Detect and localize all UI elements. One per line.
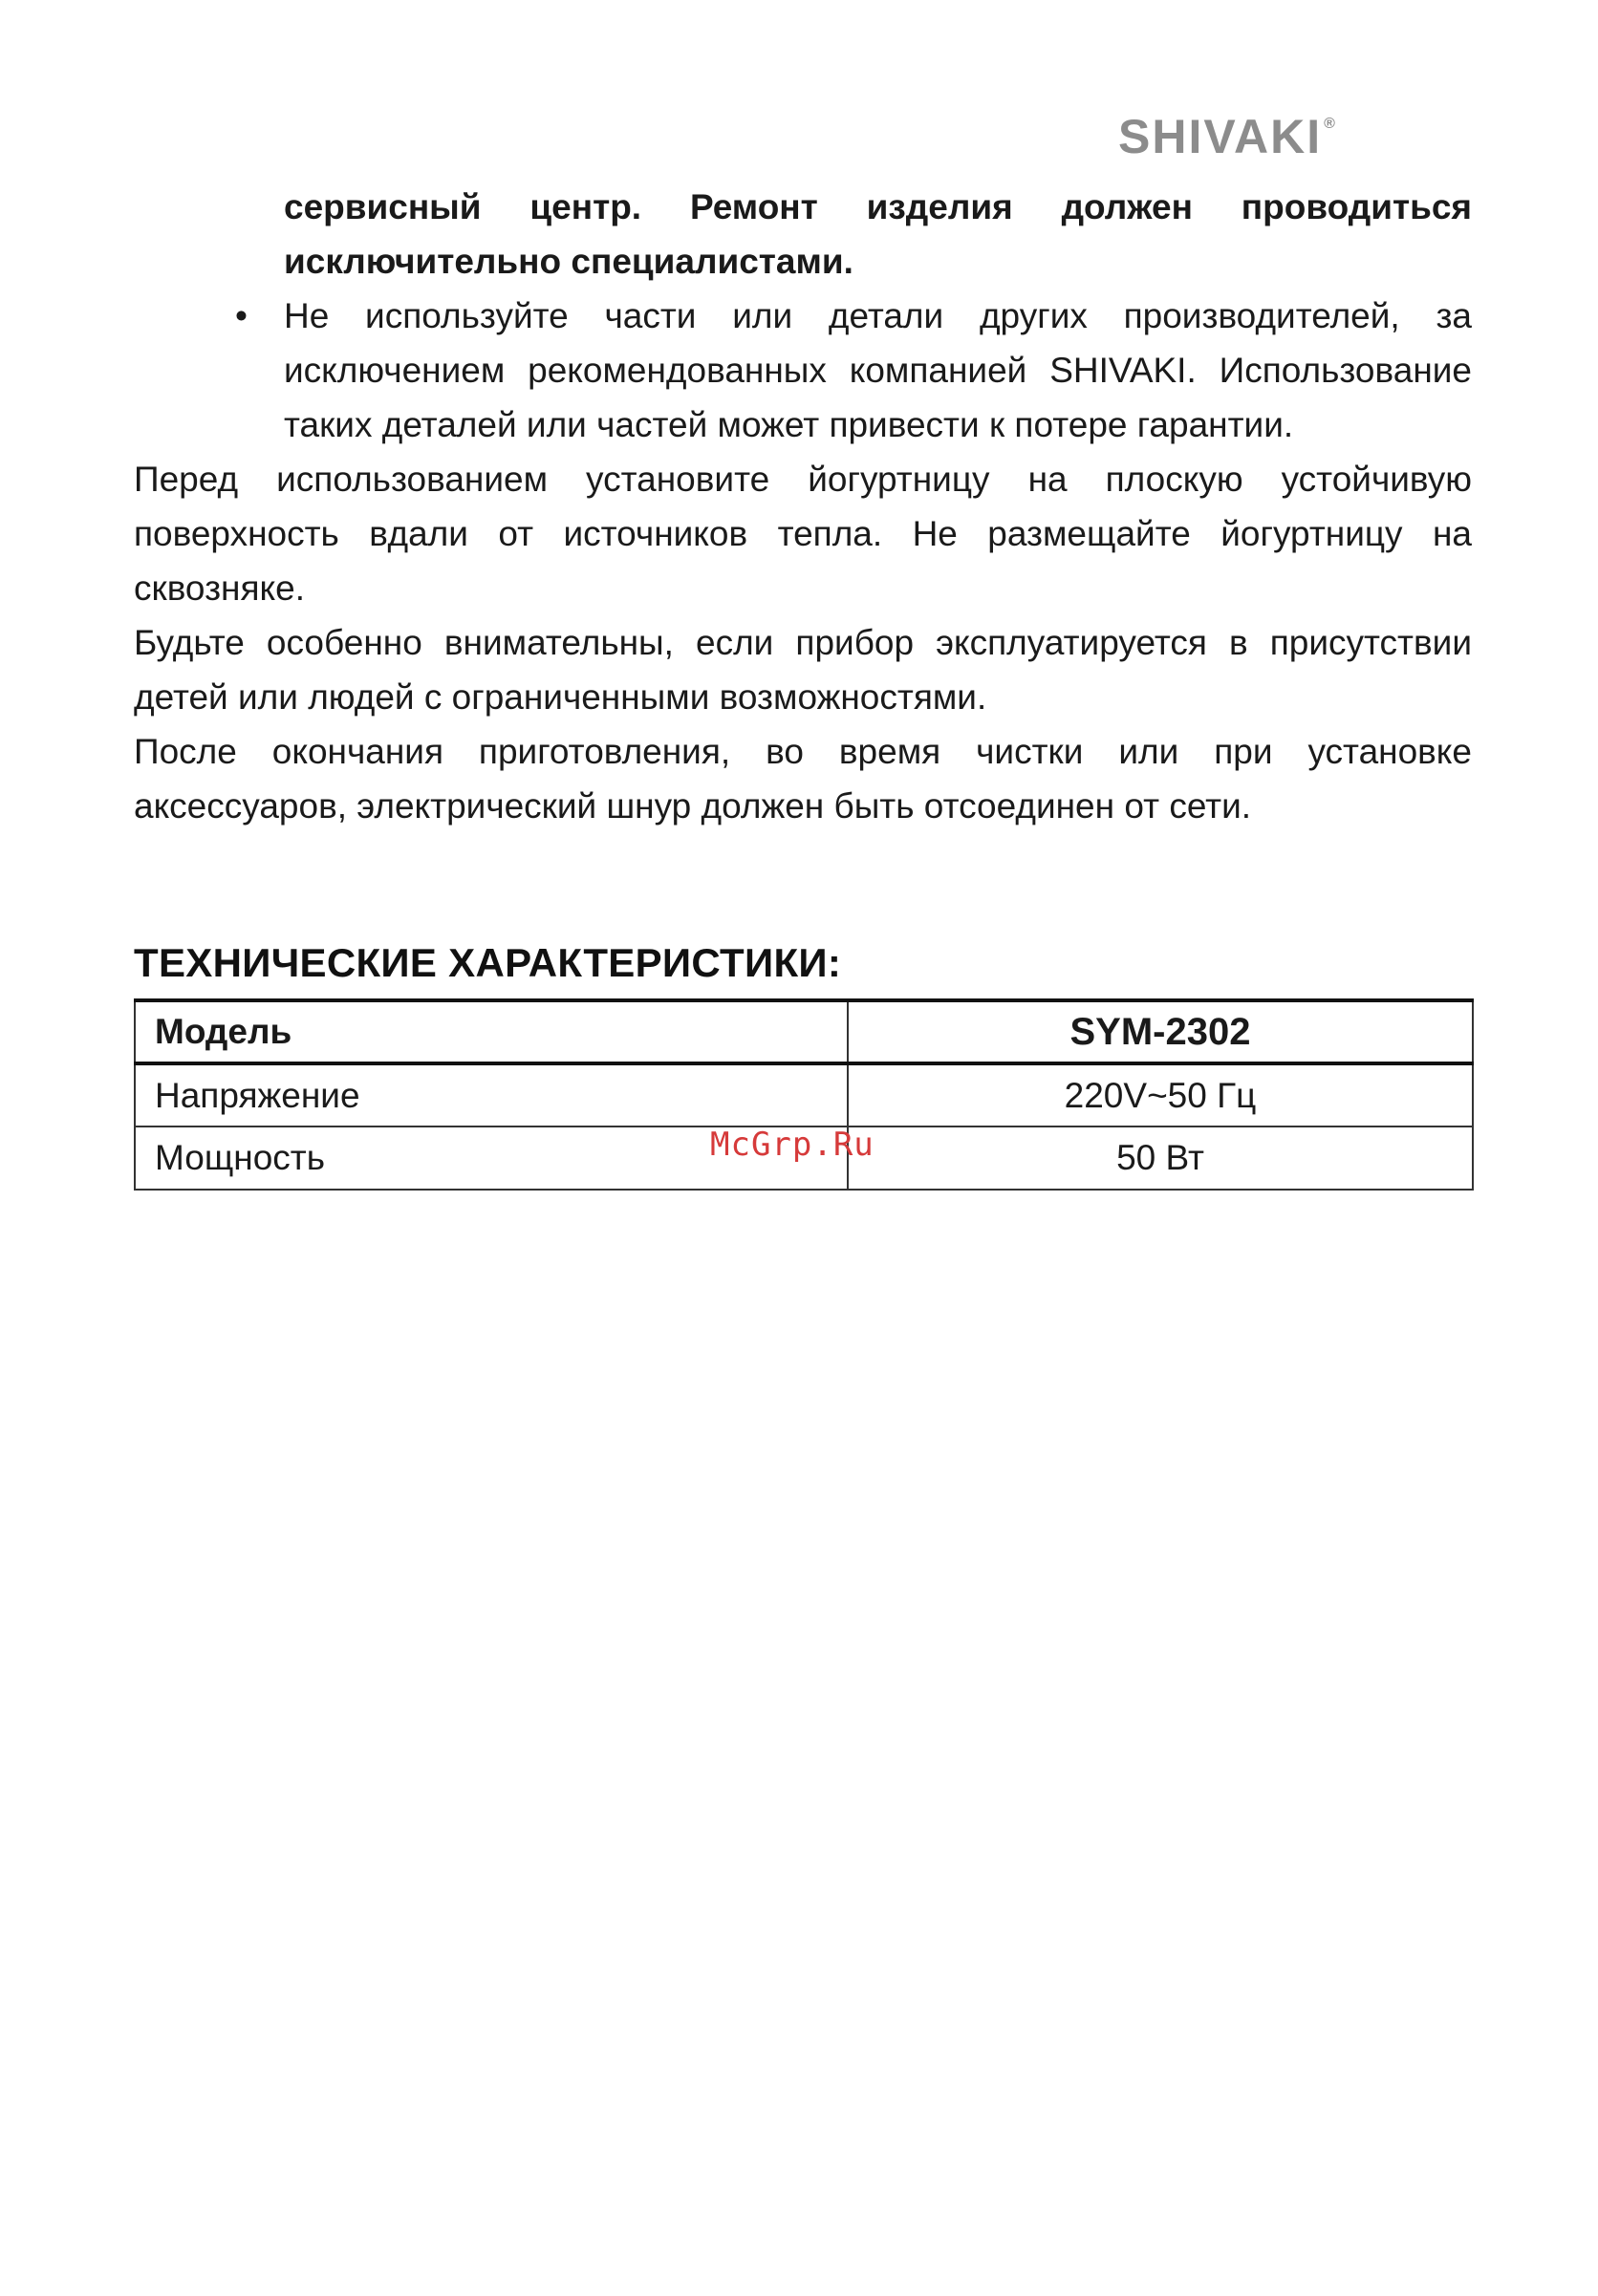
bullet-icon: • xyxy=(235,296,248,335)
table-row xyxy=(135,1000,1473,1063)
specs-heading: ТЕХНИЧЕСКИЕ ХАРАКТЕРИСТИКИ: xyxy=(134,940,842,985)
brand-logo xyxy=(1118,110,1337,163)
watermark: McGrp.Ru xyxy=(710,1126,875,1164)
warning-bullet xyxy=(235,289,1472,452)
warning-continuation: сервисный центр. Ремонт изделия должен проводиться исключительно специалистами. xyxy=(284,187,1472,281)
spec-value-voltage: 220V~50 Гц xyxy=(848,1063,1473,1127)
bullet-text: Не используйте части или детали других производителей, за исключением рекомендованных компанией SHIVAKI. Использование таких деталей или частей может привести к потере гарантии. xyxy=(284,296,1472,444)
paragraph-unplug: После окончания приготовления, во время чистки или при установке аксессуаров, электрический шнур должен быть отсоединен от сети. xyxy=(134,732,1472,826)
registered-mark: ® xyxy=(1324,116,1337,132)
paragraph-children-caution: Будьте особенно внимательны, если прибор эксплуатируется в присутствии детей или людей с ограниченными возможностями. xyxy=(134,623,1472,717)
spec-label-power: Мощность xyxy=(135,1127,848,1190)
brand-name: SHIVAKI xyxy=(1118,110,1323,163)
paragraph-placement: Перед использованием установите йогуртницу на плоскую устойчивую поверхность вдали от источников тепла. Не размещайте йогуртницу на сквозняке. xyxy=(134,460,1472,608)
spec-value-power: 50 Вт xyxy=(848,1127,1473,1190)
table-row xyxy=(135,1063,1473,1127)
spec-value-model: SYM-2302 xyxy=(848,1000,1473,1063)
spec-label-model: Модель xyxy=(135,1000,848,1063)
document-body xyxy=(134,180,1472,833)
spec-label-voltage: Напряжение xyxy=(135,1063,848,1127)
